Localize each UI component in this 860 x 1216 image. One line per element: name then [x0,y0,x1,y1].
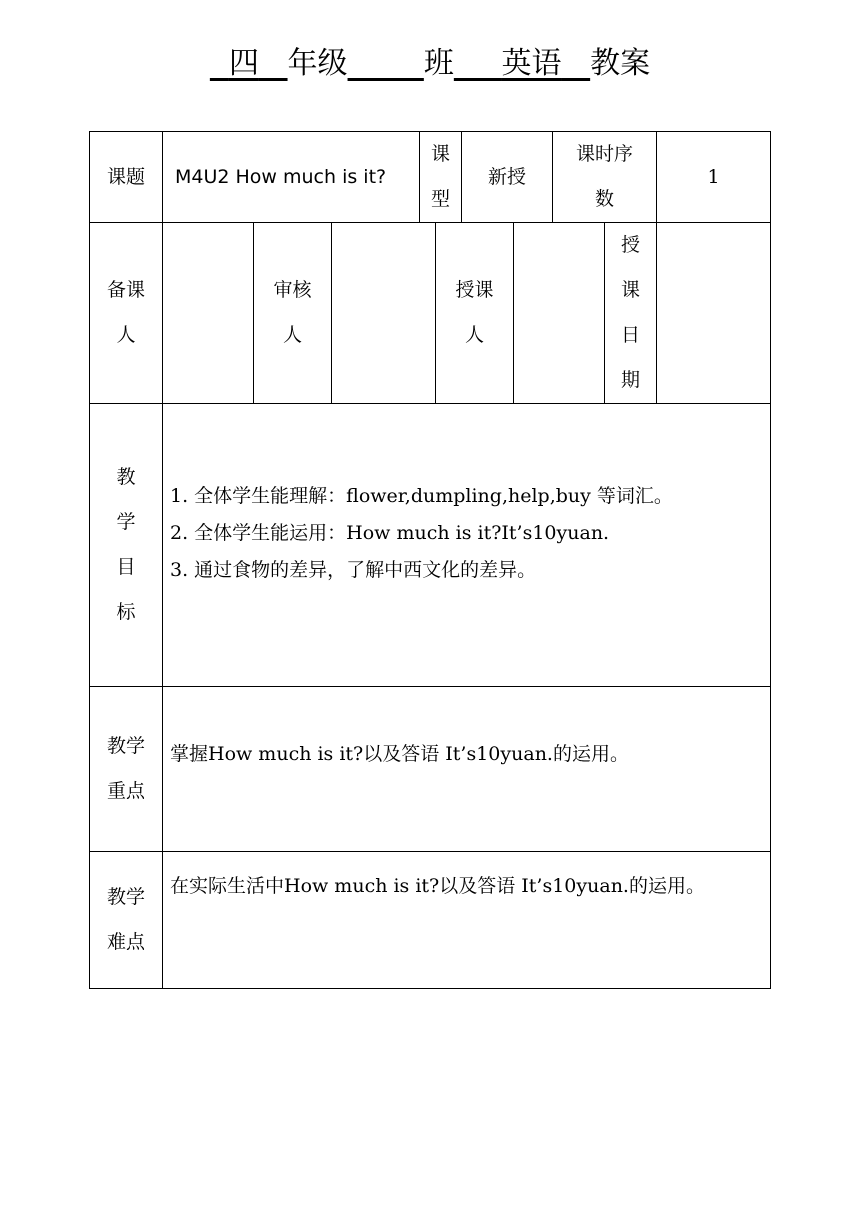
grade-suffix: 年级 [287,46,348,81]
reviewer-value[interactable] [332,223,435,403]
type-value: 新授 [487,165,526,188]
teacher-value[interactable] [514,223,604,403]
objectives-label: 教学目标 [116,466,136,623]
grade-field: 四 [228,46,259,81]
key-points-label: 教学重点 [106,735,145,802]
date-value[interactable] [657,223,770,403]
objective-item-2: 2. 全体学生能运用：How much is it?It’s10yuan. [170,522,610,544]
document-title [0,42,860,86]
difficulties-label: 教学难点 [106,886,145,953]
type-label: 课型 [430,143,450,210]
preparer-label: 备课人 [106,279,145,346]
class-field [348,46,424,81]
key-points-text: 掌握How much is it?以及答语 It’s10yuan.的运用。 [170,743,629,765]
class-suffix: 班 [423,46,454,81]
doc-type: 教案 [590,46,651,81]
preparer-value[interactable] [163,223,253,403]
objective-item-1: 1. 全体学生能理解：flower,dumpling,help,buy 等词汇。 [170,485,673,507]
teacher-label: 授课人 [455,279,494,346]
topic-label: 课题 [106,165,145,188]
subject-field: 英语 [501,46,562,81]
period-label: 课时序数 [575,143,633,210]
period-value: 1 [707,165,720,188]
objective-item-3: 3. 通过食物的差异，了解中西文化的差异。 [170,559,537,581]
difficulties-text: 在实际生活中How much is it?以及答语 It’s10yuan.的运用。 [170,875,705,897]
reviewer-label: 审核人 [273,279,312,346]
date-label: 授课日期 [620,234,640,391]
objectives-list [170,478,765,589]
topic-value: M4U2 How much is it? [175,165,387,188]
